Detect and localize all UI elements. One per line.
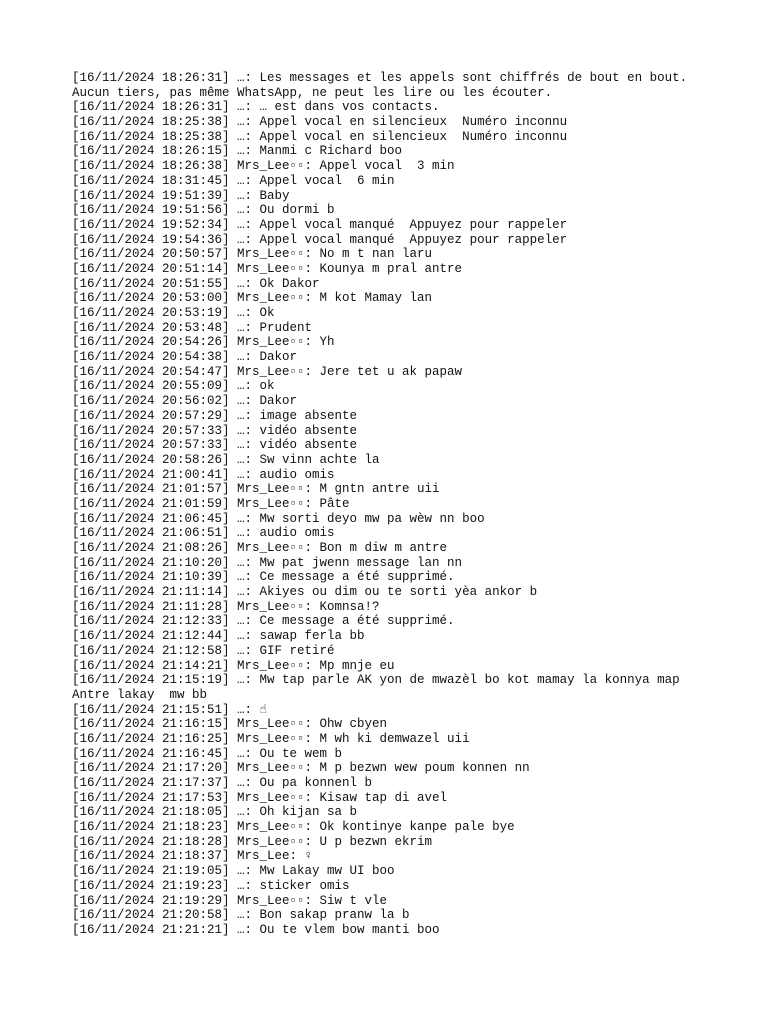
transcript-line: [16/11/2024 21:12:33] …: Ce message a été supprimé. <box>72 614 455 629</box>
transcript-line: [16/11/2024 21:06:51] …: audio omis <box>72 526 335 541</box>
transcript-line: [16/11/2024 20:57:33] …: vidéo absente <box>72 423 358 438</box>
transcript-line: [16/11/2024 18:26:15] …: Manmi c Richard boo <box>72 144 403 159</box>
transcript-line: [16/11/2024 20:54:38] …: Dakor <box>72 350 298 365</box>
transcript-line: [16/11/2024 20:57:29] …: image absente <box>72 408 358 423</box>
transcript-line: [16/11/2024 21:14:21] Mrs_Lee▫▫: Mp mnje eu <box>72 658 395 673</box>
transcript-line: [16/11/2024 21:18:05] …: Oh kijan sa b <box>72 805 358 820</box>
transcript-line: [16/11/2024 18:26:31] …: Les messages et les appels sont chiffrés de bout en bout. <box>72 71 688 85</box>
transcript-line: [16/11/2024 19:51:56] …: Ou dormi b <box>72 203 335 218</box>
transcript-line: [16/11/2024 21:08:26] Mrs_Lee▫▫: Bon m diw m antre <box>72 541 448 555</box>
transcript-line: [16/11/2024 21:15:51] …: ☝ <box>72 702 268 717</box>
transcript-line: [16/11/2024 21:01:57] Mrs_Lee▫▫: M gntn antre uii <box>72 482 440 497</box>
transcript-line: [16/11/2024 21:16:25] Mrs_Lee▫▫: M wh ki demwazel uii <box>72 731 470 746</box>
transcript-line: [16/11/2024 21:19:29] Mrs_Lee▫▫: Siw t vle <box>72 893 388 908</box>
transcript-line: [16/11/2024 18:31:45] …: Appel vocal 6 min <box>72 173 395 188</box>
transcript-line: [16/11/2024 21:16:15] Mrs_Lee▫▫: Ohw cbyen <box>72 717 388 732</box>
transcript-line: [16/11/2024 20:51:14] Mrs_Lee▫▫: Kounya m pral antre <box>72 261 463 276</box>
transcript-line: [16/11/2024 19:51:39] …: Baby <box>72 188 290 203</box>
transcript-line: [16/11/2024 21:10:39] …: Ce message a été supprimé. <box>72 570 455 585</box>
transcript-line: [16/11/2024 20:53:19] …: Ok <box>72 306 275 320</box>
transcript-line: [16/11/2024 21:17:20] Mrs_Lee▫▫: M p bezwn wew poum konnen nn <box>72 761 530 776</box>
transcript-line: [16/11/2024 21:06:45] …: Mw sorti deyo mw pa wèw nn boo <box>72 511 485 526</box>
transcript-line: [16/11/2024 18:26:31] …: … est dans vos contacts. <box>72 100 440 115</box>
transcript-line: [16/11/2024 19:52:34] …: Appel vocal manqué Appuyez pour rappeler <box>72 217 568 232</box>
transcript-line: [16/11/2024 21:11:14] …: Akiyes ou dim ou te sorti yèa ankor b <box>72 585 538 600</box>
transcript-line: [16/11/2024 18:26:38] Mrs_Lee▫▫: Appel vocal 3 min <box>72 159 455 174</box>
transcript-line: [16/11/2024 20:53:48] …: Prudent <box>72 320 313 335</box>
transcript-line: [16/11/2024 20:50:57] Mrs_Lee▫▫: No m t nan laru <box>72 247 433 262</box>
transcript-line: [16/11/2024 21:10:20] …: Mw pat jwenn message lan nn <box>72 555 463 570</box>
transcript-line: [16/11/2024 20:55:09] …: ok <box>72 379 275 394</box>
transcript-line: [16/11/2024 20:51:55] …: Ok Dakor <box>72 276 320 291</box>
transcript-line: [16/11/2024 20:56:02] …: Dakor <box>72 394 298 409</box>
transcript-line: Aucun tiers, pas même WhatsApp, ne peut les lire ou les écouter. <box>72 85 553 100</box>
transcript-line: [16/11/2024 21:18:28] Mrs_Lee▫▫: U p bezwn ekrim <box>72 834 433 849</box>
transcript-line: [16/11/2024 20:54:26] Mrs_Lee▫▫: Yh <box>72 335 335 350</box>
transcript-line: [16/11/2024 21:01:59] Mrs_Lee▫▫: Pâte <box>72 496 350 511</box>
transcript-line: [16/11/2024 21:12:44] …: sawap ferla bb <box>72 629 365 644</box>
transcript-line: [16/11/2024 18:25:38] …: Appel vocal en silencieux Numéro inconnu <box>72 129 568 144</box>
transcript-line: [16/11/2024 21:11:28] Mrs_Lee▫▫: Komnsa!? <box>72 599 380 614</box>
transcript-line: [16/11/2024 20:57:33] …: vidéo absente <box>72 438 358 453</box>
transcript-line: [16/11/2024 21:12:58] …: GIF retiré <box>72 643 335 658</box>
transcript-line: [16/11/2024 21:19:23] …: sticker omis <box>72 878 350 893</box>
transcript-line: [16/11/2024 21:00:41] …: audio omis <box>72 467 335 482</box>
transcript-line: [16/11/2024 21:15:19] …: Mw tap parle AK yon de mwazèl bo kot mamay la konnya map <box>72 673 680 688</box>
transcript-line: Antre lakay mw bb <box>72 687 208 702</box>
transcript-line: [16/11/2024 21:17:53] Mrs_Lee▫▫: Kisaw tap di avel <box>72 790 448 805</box>
transcript-line: [16/11/2024 21:17:37] …: Ou pa konnenl b <box>72 776 373 790</box>
transcript-line: [16/11/2024 21:19:05] …: Mw Lakay mw UI boo <box>72 864 395 879</box>
transcript-line: [16/11/2024 20:54:47] Mrs_Lee▫▫: Jere tet u ak papaw <box>72 364 463 379</box>
transcript-line: [16/11/2024 20:58:26] …: Sw vinn achte la <box>72 452 380 467</box>
transcript-line: [16/11/2024 20:53:00] Mrs_Lee▫▫: M kot Mamay lan <box>72 291 433 306</box>
transcript-line: [16/11/2024 21:18:37] Mrs_Lee: ♀ <box>72 849 313 864</box>
transcript-line: [16/11/2024 21:20:58] …: Bon sakap pranw la b <box>72 908 410 923</box>
transcript-line: [16/11/2024 21:18:23] Mrs_Lee▫▫: Ok kontinye kanpe pale bye <box>72 820 515 835</box>
transcript-line: [16/11/2024 21:16:45] …: Ou te wem b <box>72 746 343 761</box>
transcript-line: [16/11/2024 18:25:38] …: Appel vocal en silencieux Numéro inconnu <box>72 115 568 130</box>
transcript-line: [16/11/2024 21:21:21] …: Ou te vlem bow manti boo <box>72 922 440 937</box>
chat-transcript <box>72 71 712 938</box>
transcript-line: [16/11/2024 19:54:36] …: Appel vocal manqué Appuyez pour rappeler <box>72 232 568 247</box>
